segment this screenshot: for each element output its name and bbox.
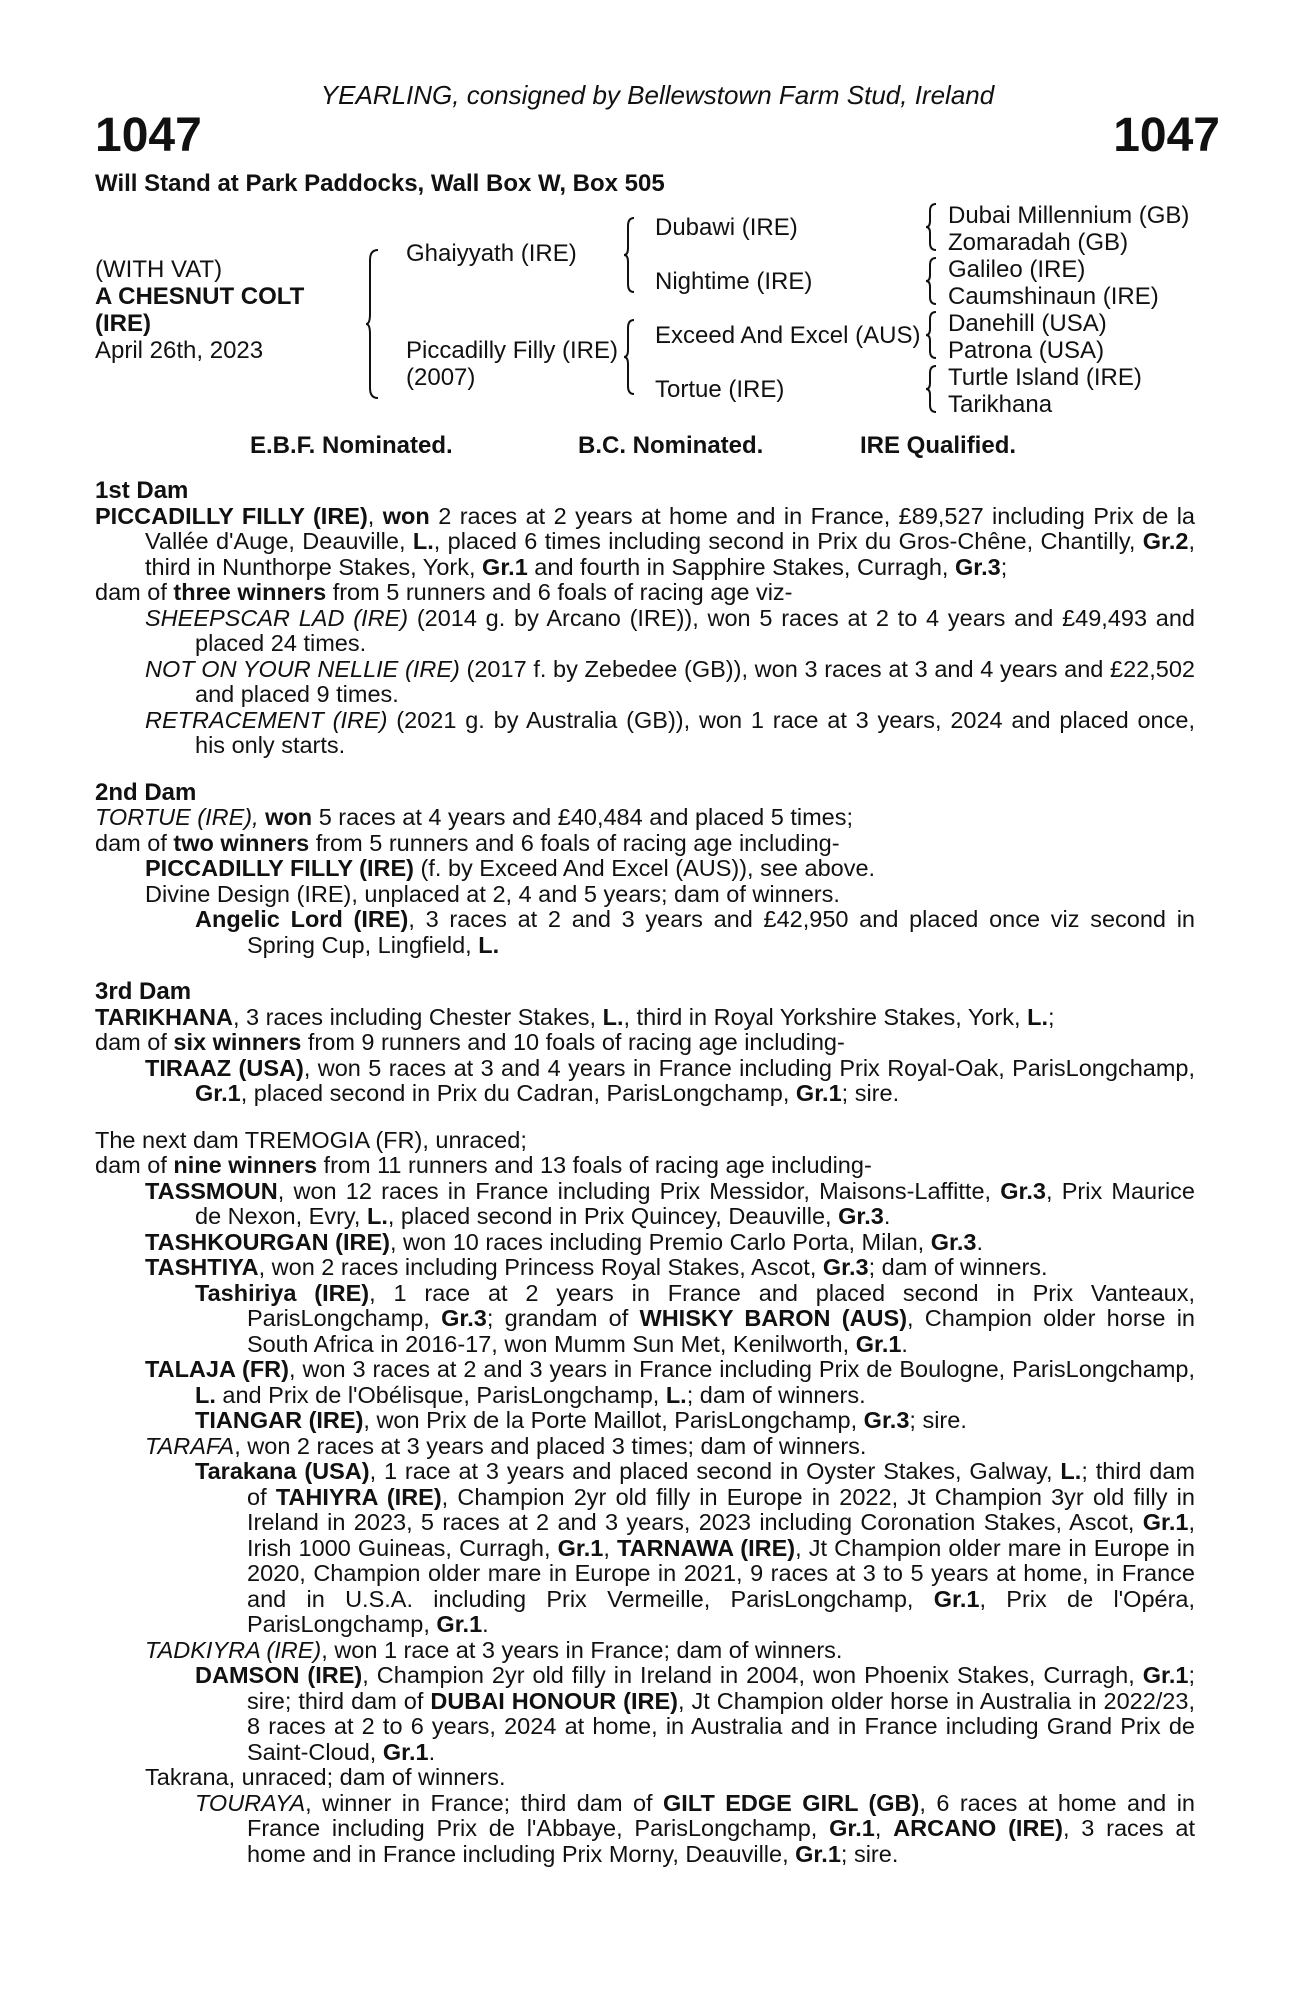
next-dam-grandproduce-touraya: TOURAYA, winner in France; third dam of GILT EDGE GIRL (GB), 6 races at home and in France including Prix de l'Abbaye, ParisLongchamp, Gr.1, ARCANO (IRE), 3 races at home and in France including Prix Morny, Deauville, Gr.1; sire.	[195, 1789, 1195, 1867]
stand-location: Will Stand at Park Paddocks, Wall Box W, Box 505	[95, 170, 665, 197]
next-dam-grandproduce-damson: DAMSON (IRE), Champion 2yr old filly in Ireland in 2004, won Phoenix Stakes, Curragh, Gr.1; sire; third dam of DUBAI HONOUR (IRE), Jt Champion older horse in Australia in 2022/23, 8 races at 2 to 6 years, 2024 at home, in Australia and in France including Grand Prix de Saint-Cloud, Gr.1.	[195, 1662, 1196, 1765]
next-dam-produce-takrana: Takrana, unraced; dam of winners.	[145, 1764, 506, 1790]
lot-number-right: 1047	[1113, 109, 1220, 162]
third-dam-record: TARIKHANA, 3 races including Chester Stakes, L., third in Royal Yorkshire Stakes, York, L.;	[95, 1003, 1055, 1030]
consignment-line: YEARLING, consigned by Bellewstown Farm Stud, Ireland	[320, 80, 995, 110]
bc-nominated: B.C. Nominated.	[578, 432, 764, 459]
pedigree-sdd: Caumshinaun (IRE)	[948, 283, 1159, 310]
pedigree-sire-sire: Dubawi (IRE)	[655, 214, 798, 241]
pedigree-bracket-ss	[926, 202, 938, 252]
pedigree-bracket-dam	[624, 318, 636, 396]
pedigree-sire: Ghaiyyath (IRE)	[406, 240, 577, 267]
second-dam-record: TORTUE (IRE), won 5 races at 4 years and £40,484 and placed 5 times;	[95, 804, 854, 830]
lot-number-left: 1047	[95, 109, 202, 162]
pedigree-dam: Piccadilly Filly (IRE)	[406, 337, 619, 364]
next-dam-grandproduce-tarakana: Tarakana (USA), 1 race at 3 years and placed second in Oyster Stakes, Galway, L.; third dam of TAHIYRA (IRE), Champion 2yr old filly in Europe in 2022, Jt Champion 3yr old filly in Ireland in 2023, 5 races at 2 and 3 years, 2023 including Coronation Stakes, Ascot, Gr.1, Irish 1000 Guineas, Curragh, Gr.1, TARNAWA (IRE), Jt Champion older mare in Europe in 2020, Champion older mare in Europe in 2021, 9 races at 3 to 5 years at home, in France and in U.S.A. including Prix Vermeille, ParisLongchamp, Gr.1, Prix de l'Opéra, ParisLongchamp, Gr.1.	[195, 1458, 1196, 1637]
next-dam-grandproduce-tashiriya: Tashiriya (IRE), 1 race at 2 years in France and placed second in Prix Vanteaux, ParisLongchamp, Gr.3; grandam of WHISKY BARON (AUS), Champion older horse in South Africa in 2016-17, won Mumm Sun Met, Kenilworth, Gr.1.	[195, 1279, 1196, 1357]
pedigree-dds: Turtle Island (IRE)	[948, 364, 1142, 391]
pedigree-bracket-sire	[624, 216, 636, 294]
catalogue-body	[95, 478, 1195, 1867]
pedigree-sire-dam: Nightime (IRE)	[655, 268, 813, 295]
next-dam-produce-tarafa: TARAFA, won 2 races at 3 years and placed 3 times; dam of winners.	[145, 1432, 867, 1459]
horse-name: A CHESNUT COLT	[95, 283, 305, 310]
pedigree-bracket-dd	[926, 364, 938, 414]
next-dam-produce-tashkourgan: TASHKOURGAN (IRE), won 10 races including Premio Carlo Porta, Milan, Gr.3.	[145, 1228, 984, 1255]
second-dam-produce-summary: dam of two winners from 5 runners and 6 foals of racing age including-	[95, 829, 840, 856]
horse-country: (IRE)	[95, 310, 151, 337]
next-dam-grandproduce-tiangar: TIANGAR (IRE), won Prix de la Porte Maillot, ParisLongchamp, Gr.3; sire.	[195, 1407, 967, 1433]
first-dam-produce-1: SHEEPSCAR LAD (IRE) (2014 g. by Arcano (IRE)), won 5 races at 2 to 4 years and £49,493 and placed 24 times.	[145, 604, 1196, 656]
pedigree-dsd: Patrona (USA)	[948, 337, 1105, 364]
second-dam-produce-2: Divine Design (IRE), unplaced at 2, 4 and 5 years; dam of winners.	[145, 880, 840, 907]
pedigree-dam-year: (2007)	[406, 364, 476, 391]
pedigree-dam-dam: Tortue (IRE)	[655, 376, 785, 403]
vat-label: (WITH VAT)	[95, 256, 223, 283]
third-dam-heading: 3rd Dam	[95, 978, 192, 1005]
second-dam-grandproduce-1: Angelic Lord (IRE), 3 races at 2 and 3 years and £42,950 and placed once viz second in Spring Cup, Lingfield, L.	[195, 906, 1195, 958]
pedigree-dam-sire: Exceed And Excel (AUS)	[655, 322, 921, 349]
pedigree-bracket-main	[366, 248, 380, 400]
pedigree-ssd: Zomaradah (GB)	[948, 229, 1129, 256]
first-dam-produce-3: RETRACEMENT (IRE) (2021 g. by Australia (GB)), won 1 race at 3 years, 2024 and placed once, his only starts.	[145, 706, 1195, 758]
pedigree-ddd: Tarikhana	[948, 391, 1053, 418]
next-dam-produce-tadkiyra: TADKIYRA (IRE), won 1 race at 3 years in France; dam of winners.	[145, 1636, 843, 1663]
third-dam-produce-1: TIRAAZ (USA), won 5 races at 3 and 4 years in France including Prix Royal-Oak, ParisLongchamp, Gr.1, placed second in Prix du Cadran, ParisLongchamp, Gr.1; sire.	[145, 1054, 1196, 1106]
first-dam-heading: 1st Dam	[95, 477, 189, 504]
first-dam-produce-summary: dam of three winners from 5 runners and 6 foals of racing age viz-	[95, 579, 793, 605]
pedigree-bracket-ds	[926, 310, 938, 360]
ebf-nominated: E.B.F. Nominated.	[250, 432, 453, 459]
second-dam-produce-1: PICCADILLY FILLY (IRE) (f. by Exceed And Excel (AUS)), see above.	[145, 855, 876, 881]
pedigree-dss: Danehill (USA)	[948, 310, 1107, 337]
next-dam-intro: The next dam TREMOGIA (FR), unraced;	[95, 1126, 527, 1153]
next-dam-produce-tashtiya: TASHTIYA, won 2 races including Princess Royal Stakes, Ascot, Gr.3; dam of winners.	[145, 1254, 1048, 1280]
first-dam-record: PICCADILLY FILLY (IRE), won 2 races at 2 years at home and in France, £89,527 including Prix de la Vallée d'Auge, Deauville, L., placed 6 times including second in Prix du Gros-Chêne, Chantilly, Gr.2, third in Nunthorpe Stakes, York, Gr.1 and fourth in Sapphire Stakes, Curragh, Gr.3;	[95, 502, 1196, 580]
next-dam-produce-summary: dam of nine winners from 11 runners and 13 foals of racing age including-	[95, 1152, 872, 1178]
first-dam-produce-2: NOT ON YOUR NELLIE (IRE) (2017 f. by Zebedee (GB)), won 3 races at 3 and 4 years and £22,502 and placed 9 times.	[145, 655, 1195, 707]
next-dam-produce-tassmoun: TASSMOUN, won 12 races in France including Prix Messidor, Maisons-Laffitte, Gr.3, Prix Maurice de Nexon, Evry, L., placed second in Prix Quincey, Deauville, Gr.3.	[145, 1177, 1195, 1229]
second-dam-heading: 2nd Dam	[95, 778, 197, 806]
pedigree-sss: Dubai Millennium (GB)	[948, 202, 1190, 229]
foaling-date: April 26th, 2023	[95, 337, 264, 364]
pedigree-sds: Galileo (IRE)	[948, 256, 1086, 283]
pedigree-bracket-sd	[926, 256, 938, 306]
third-dam-produce-summary: dam of six winners from 9 runners and 10 foals of racing age including-	[95, 1029, 845, 1055]
ire-qualified: IRE Qualified.	[860, 432, 1017, 459]
next-dam-produce-talaja: TALAJA (FR), won 3 races at 2 and 3 years in France including Prix de Boulogne, ParisLongchamp, L. and Prix de l'Obélisque, ParisLongchamp, L.; dam of winners.	[145, 1356, 1195, 1408]
